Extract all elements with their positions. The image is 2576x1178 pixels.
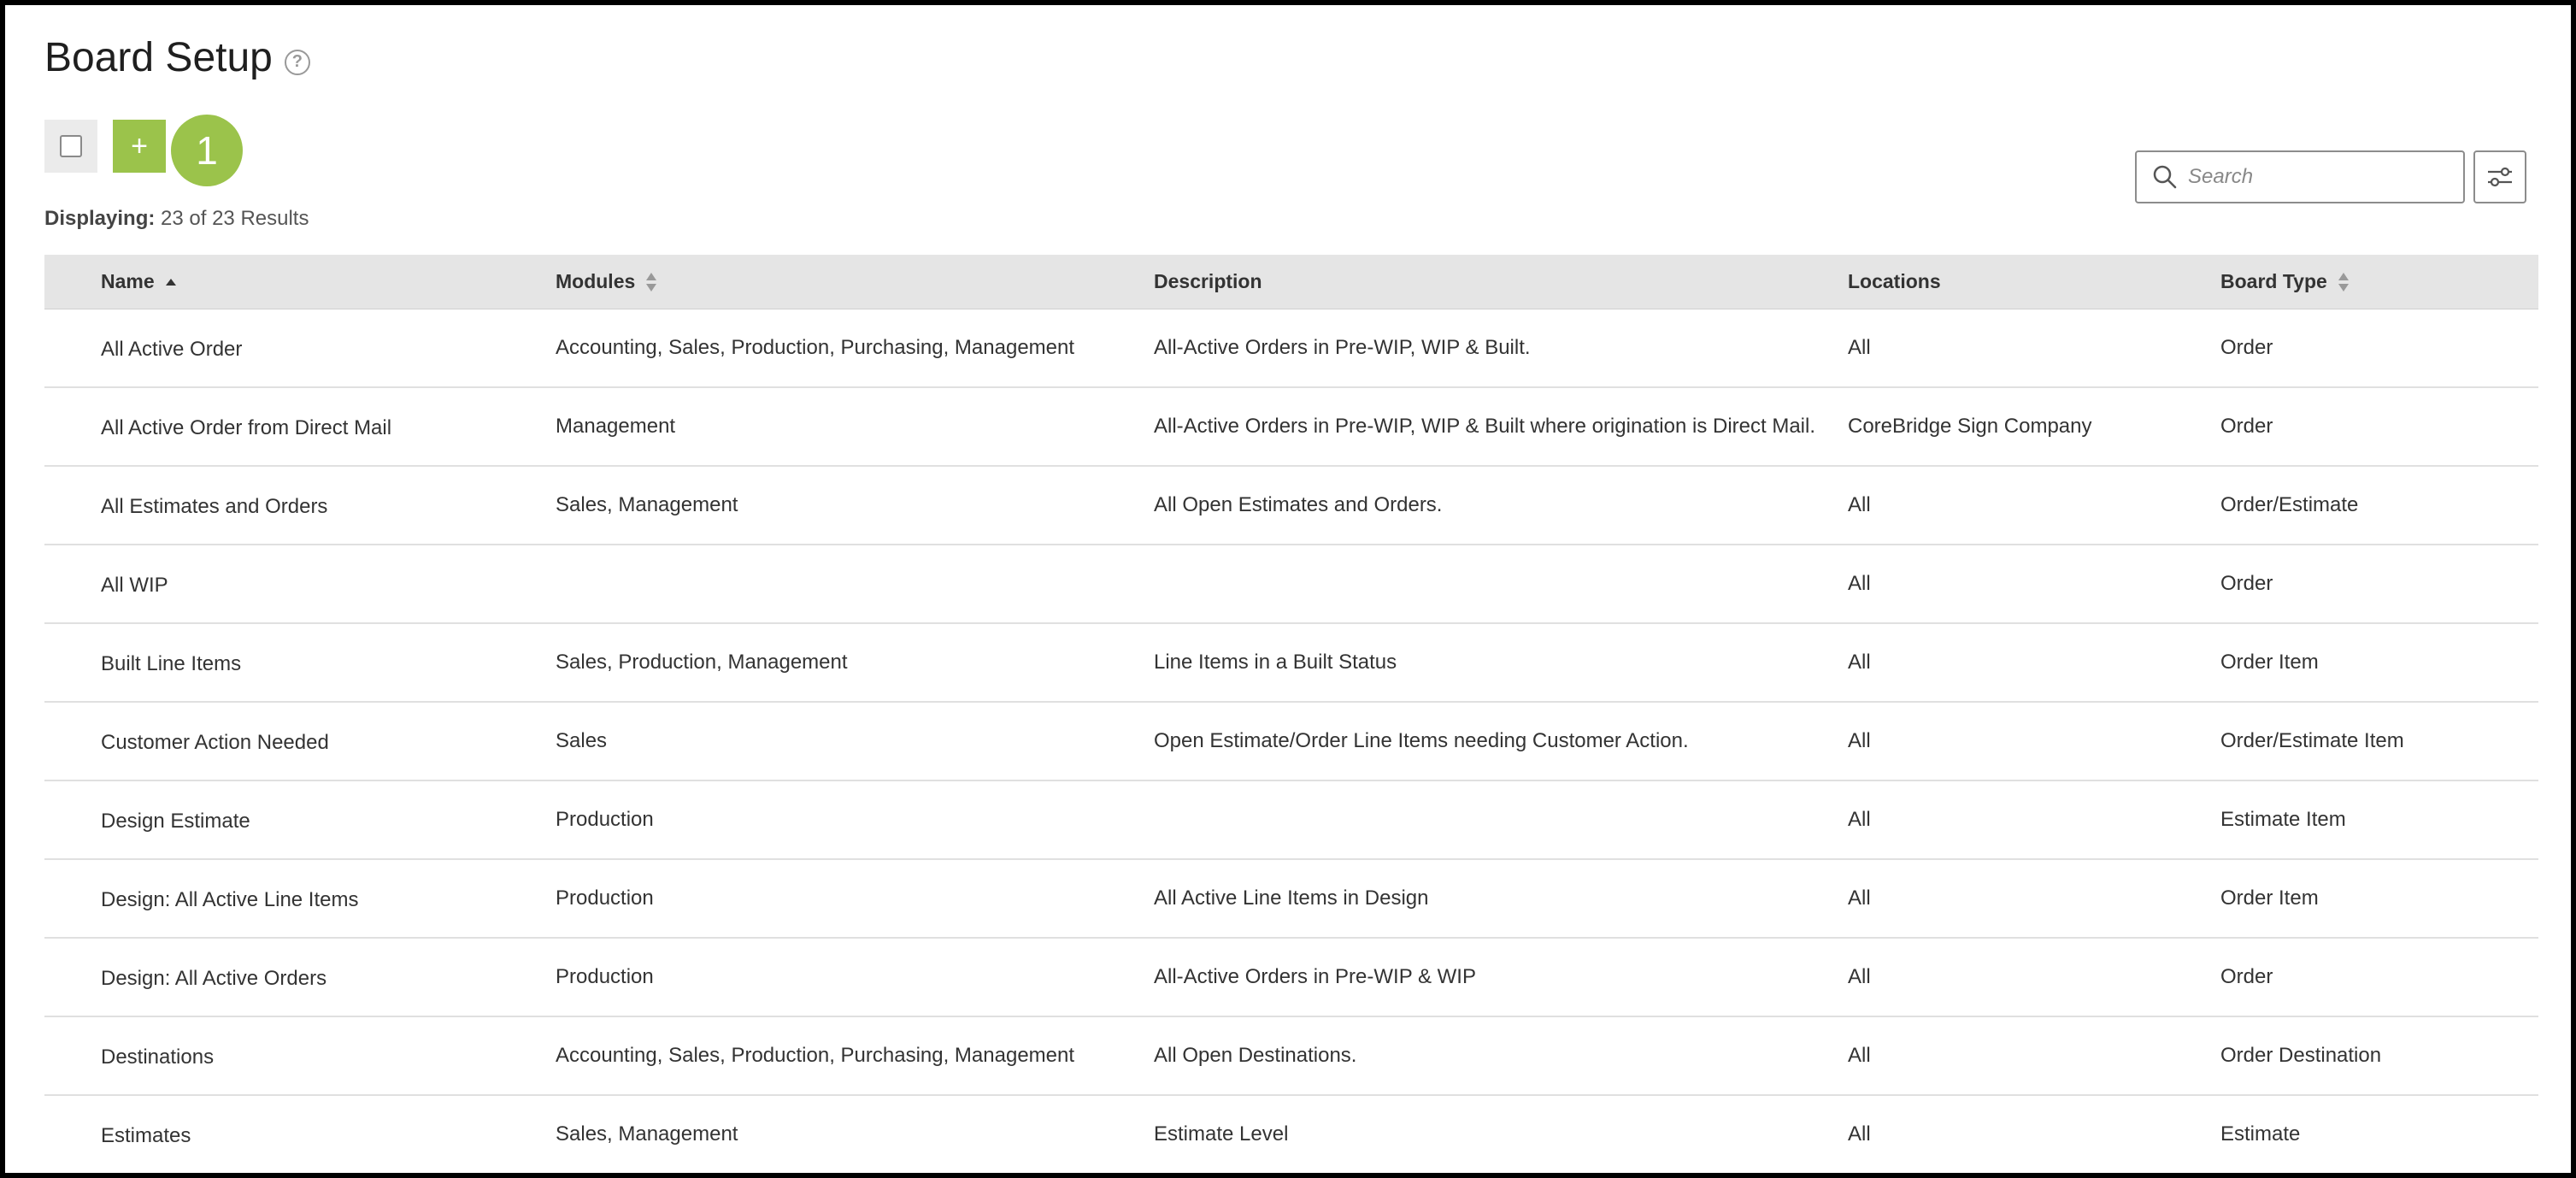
cell-description: All Open Destinations. xyxy=(1154,1044,1357,1067)
search-input[interactable] xyxy=(2188,165,2444,189)
table-row[interactable] xyxy=(44,309,2538,388)
results-count-value: 23 of 23 Results xyxy=(161,207,309,230)
column-header-label: Locations xyxy=(1848,270,1941,292)
cell-description: Estimate Level xyxy=(1154,1122,1289,1146)
cell-locations: All xyxy=(1848,493,1871,516)
column-header-label: Description xyxy=(1154,270,1262,292)
cell-locations: All xyxy=(1848,572,1871,595)
table-row[interactable] xyxy=(44,1017,2538,1096)
sort-ascending-icon xyxy=(165,278,177,286)
cell-modules: Sales, Production, Management xyxy=(556,651,848,674)
cell-modules: Management xyxy=(556,415,676,438)
table-row[interactable] xyxy=(44,1096,2538,1173)
column-header-label: Modules xyxy=(556,270,636,292)
cell-locations: All xyxy=(1848,886,1871,910)
cell-board-type: Estimate Item xyxy=(2220,808,2346,831)
page-title: Board Setup xyxy=(44,35,273,80)
column-header-label: Name xyxy=(101,270,155,292)
cell-modules: Production xyxy=(556,808,654,831)
cell-name[interactable]: Destinations xyxy=(101,1045,215,1069)
boards-table xyxy=(44,255,2538,1173)
cell-board-type: Estimate xyxy=(2220,1122,2301,1146)
column-header-locations xyxy=(1848,270,1941,293)
sort-icon xyxy=(645,272,657,292)
cell-locations: All xyxy=(1848,1044,1871,1067)
cell-name[interactable]: Design: All Active Line Items xyxy=(101,888,359,911)
step-badge: 1 xyxy=(171,115,243,186)
table-row[interactable] xyxy=(44,781,2538,860)
cell-locations: All xyxy=(1848,651,1871,674)
cell-description: All Open Estimates and Orders. xyxy=(1154,493,1443,516)
cell-board-type: Order/Estimate Item xyxy=(2220,729,2404,752)
board-setup-page xyxy=(5,5,2571,1173)
cell-name[interactable]: Built Line Items xyxy=(101,652,242,675)
cell-locations: All xyxy=(1848,808,1871,831)
search-box[interactable] xyxy=(2135,150,2465,203)
column-header-description xyxy=(1154,270,1262,293)
help-circle-icon[interactable]: ? xyxy=(285,50,310,75)
cell-description: Line Items in a Built Status xyxy=(1154,651,1397,674)
cell-name[interactable]: All Active Order xyxy=(101,338,243,361)
cell-name[interactable]: Customer Action Needed xyxy=(101,731,329,754)
cell-locations: All xyxy=(1848,965,1871,988)
cell-name[interactable]: All Estimates and Orders xyxy=(101,495,328,518)
cell-modules: Sales, Management xyxy=(556,1122,738,1146)
table-row[interactable] xyxy=(44,860,2538,939)
cell-board-type: Order xyxy=(2220,572,2273,595)
cell-name[interactable]: All Active Order from Direct Mail xyxy=(101,416,392,439)
column-header-modules[interactable] xyxy=(556,270,657,293)
add-board-button[interactable]: + xyxy=(113,120,166,173)
table-row[interactable] xyxy=(44,624,2538,703)
column-header-board-type[interactable] xyxy=(2220,270,2350,293)
cell-name[interactable]: Estimates xyxy=(101,1124,191,1147)
results-count xyxy=(44,207,309,231)
cell-description: All-Active Orders in Pre-WIP, WIP & Built. xyxy=(1154,336,1531,359)
cell-locations: All xyxy=(1848,336,1871,359)
cell-name[interactable]: All WIP xyxy=(101,574,168,597)
search-icon xyxy=(2152,164,2178,190)
cell-board-type: Order xyxy=(2220,965,2273,988)
cell-description: All Active Line Items in Design xyxy=(1154,886,1429,910)
table-row[interactable] xyxy=(44,388,2538,467)
table-row[interactable] xyxy=(44,545,2538,624)
sort-icon xyxy=(2338,272,2350,292)
cell-description: All-Active Orders in Pre-WIP, WIP & Built where origination is Direct Mail. xyxy=(1154,415,1816,438)
table-row[interactable] xyxy=(44,703,2538,781)
checkbox-square xyxy=(60,135,82,157)
table-row[interactable] xyxy=(44,467,2538,545)
cell-locations: CoreBridge Sign Company xyxy=(1848,415,2092,438)
table-header xyxy=(44,255,2538,309)
cell-modules: Sales, Management xyxy=(556,493,738,516)
cell-name[interactable]: Design Estimate xyxy=(101,810,250,833)
filter-settings-button[interactable] xyxy=(2473,150,2526,203)
cell-description: All-Active Orders in Pre-WIP & WIP xyxy=(1154,965,1476,988)
cell-modules: Production xyxy=(556,886,654,910)
cell-board-type: Order/Estimate xyxy=(2220,493,2359,516)
cell-board-type: Order Item xyxy=(2220,651,2319,674)
cell-modules: Production xyxy=(556,965,654,988)
cell-description: Open Estimate/Order Line Items needing Customer Action. xyxy=(1154,729,1689,752)
results-count-label: Displaying: xyxy=(44,207,156,230)
column-header-name[interactable] xyxy=(101,270,177,293)
cell-locations: All xyxy=(1848,729,1871,752)
cell-board-type: Order Destination xyxy=(2220,1044,2382,1067)
title-row xyxy=(44,34,310,81)
select-all-checkbox[interactable] xyxy=(44,120,97,173)
cell-board-type: Order xyxy=(2220,336,2273,359)
cell-modules: Sales xyxy=(556,729,608,752)
cell-board-type: Order Item xyxy=(2220,886,2319,910)
sliders-icon xyxy=(2486,165,2514,189)
cell-modules: Accounting, Sales, Production, Purchasing, Management xyxy=(556,1044,1075,1067)
table-row[interactable] xyxy=(44,939,2538,1017)
cell-locations: All xyxy=(1848,1122,1871,1146)
cell-modules: Accounting, Sales, Production, Purchasing, Management xyxy=(556,336,1075,359)
cell-board-type: Order xyxy=(2220,415,2273,438)
cell-name[interactable]: Design: All Active Orders xyxy=(101,967,327,990)
column-header-label: Board Type xyxy=(2220,270,2327,292)
